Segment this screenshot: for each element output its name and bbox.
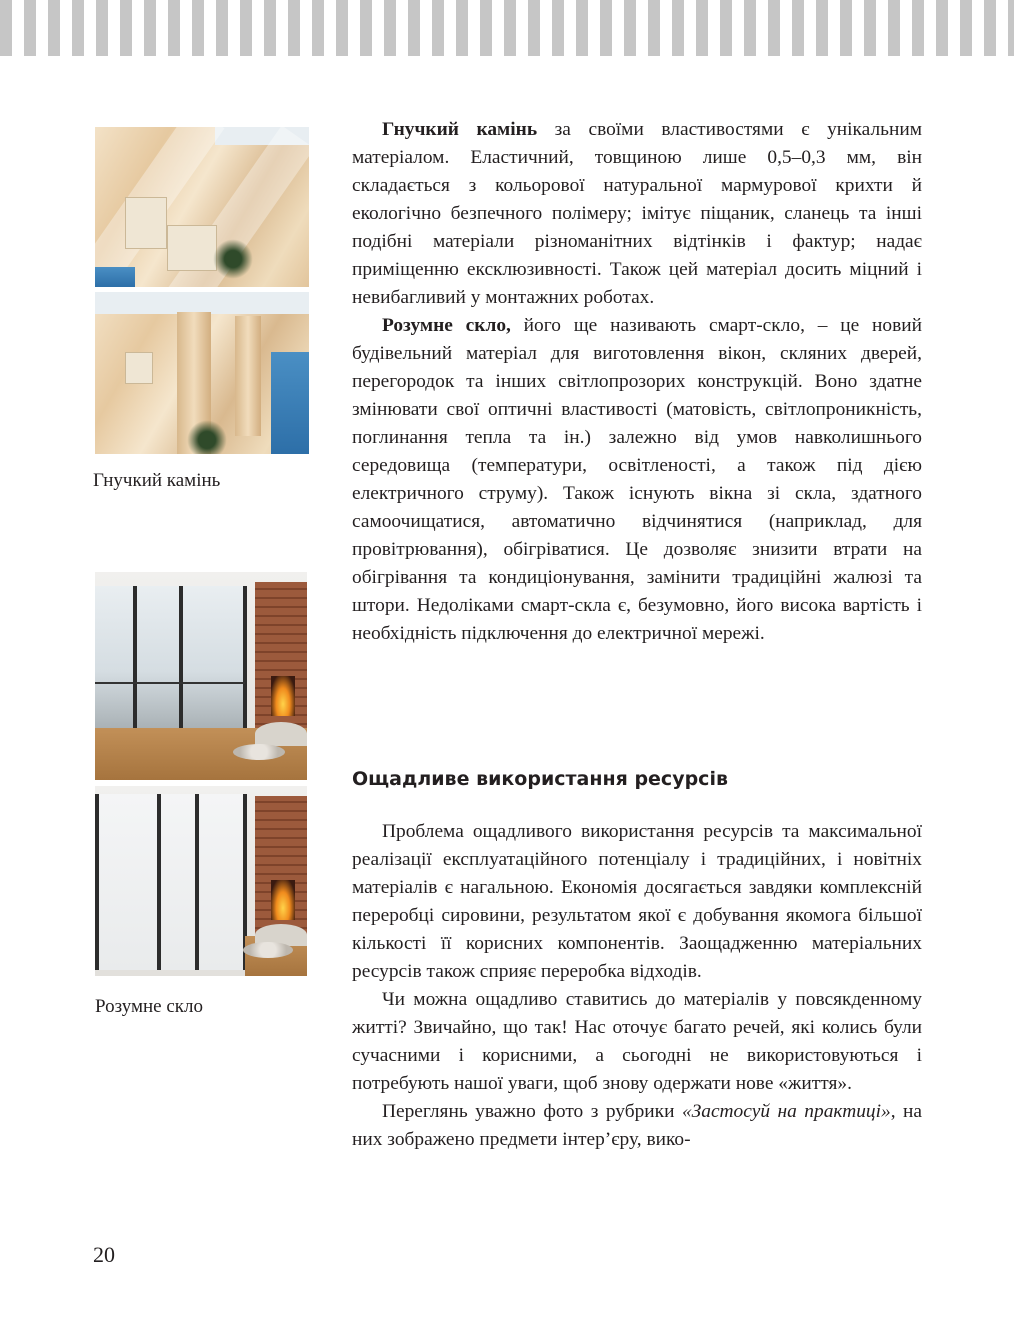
term-smart-glass: Розумне скло,	[382, 315, 511, 336]
flexible-stone-photo-1	[95, 127, 309, 287]
section-heading: Ощадливе використання ресурсів	[352, 768, 728, 790]
flexible-stone-photo-2	[95, 292, 309, 454]
term-flexible-stone: Гнучкий камінь	[382, 119, 538, 140]
paragraph-flexible-stone	[352, 116, 922, 312]
text-section-materials	[352, 116, 922, 648]
paragraph-smart-glass	[352, 312, 922, 648]
smart-glass-caption: Розумне скло	[95, 996, 203, 1017]
text-section-resources	[352, 818, 922, 1154]
flexible-stone-caption: Гнучкий камінь	[93, 470, 221, 491]
paragraph-flexible-stone-text: за своїми властивостями є унікальним матеріалом. Еластичний, товщиною лише 0,5–0,3 мм, він складається з кольорової натуральної мармурової крихти й екологічно безпечного полімеру; імітує піщаник, сланець та інші подібні матеріали різноманітних відтінків і фактур; надає приміщенню ексклюзивності. Також цей матеріал досить міцний і невибагливий у монтажних роботах.	[352, 119, 922, 308]
paragraph-resources-3-end: , на них зображено предмети інтер’єру, вико-	[352, 1101, 922, 1150]
paragraph-resources-3-start: Переглянь уважно фото з рубрики	[382, 1101, 682, 1122]
paragraph-resources-3	[352, 1098, 922, 1154]
rubric-reference: «Застосуй на практиці»	[681, 1101, 891, 1122]
top-stripes-decoration	[0, 0, 1014, 56]
smart-glass-photo-frosted	[95, 786, 307, 976]
paragraph-smart-glass-text: його ще називають смарт-скло, – це новий будівельний матеріал для виготовлення вікон, скляних дверей, перегородок та інших світлопрозорих конструкцій. Воно здатне змінювати свої оптичні властивості (матовість, світлопроникність, поглинання тепла та ін.) залежно від умов навколишнього середовища (температури, освітленості, а також під дією електричного струму). Також існують вікна зі скла, здатного самоочищатися, автоматично відчинятися (наприклад, для провітрювання), обігріватися. Це дозволяє знизити втрати на обігрівання та кондиціонування, замінити традиційні жалюзі та штори. Недоліками смарт-скла є, безумовно, його висока вартість і необхідність підключення до електричної мережі.	[352, 315, 922, 644]
smart-glass-photo-clear	[95, 572, 307, 780]
paragraph-resources-2: Чи можна ощадливо ставитись до матеріалів у повсякденному житті? Звичайно, що так! Нас оточує багато речей, які колись були сучасними і корисними, а сьогодні не використовуються і потребують нашої уваги, щоб знову одержати нове «життя».	[352, 989, 922, 1094]
paragraph-resources-1: Проблема ощадливого використання ресурсів та максимальної реалізації експлуатаційного потенціалу і традиційних, і новітніх матеріалів є нагальною. Економія досягається завдяки комплексній переробці сировини, результатом якої є добування якомога більшої кількості її корисних компонентів. Заощадженню матеріальних ресурсів також сприяє переробка відходів.	[352, 821, 922, 982]
page-number: 20	[93, 1242, 115, 1267]
